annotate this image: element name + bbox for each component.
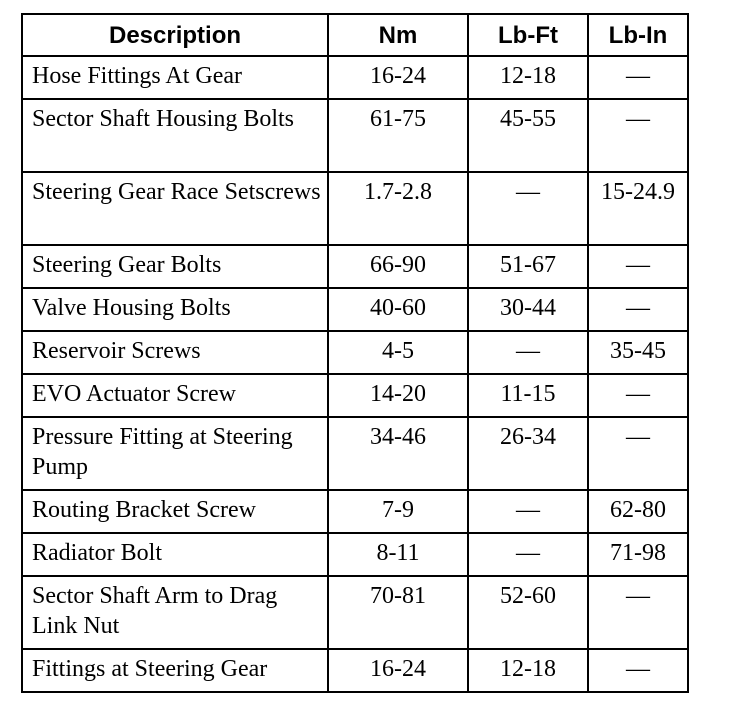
cell-lbft: 26-34 (468, 417, 588, 490)
cell-description: Fittings at Steering Gear (22, 649, 328, 692)
cell-nm: 34-46 (328, 417, 468, 490)
cell-nm: 1.7-2.8 (328, 172, 468, 245)
table-row (22, 99, 688, 172)
cell-description: Hose Fittings At Gear (22, 56, 328, 99)
cell-lbft: 12-18 (468, 56, 588, 99)
header-lbin: Lb-In (588, 14, 688, 56)
cell-description: Steering Gear Bolts (22, 245, 328, 288)
table-row (22, 649, 688, 692)
cell-lbft: 11-15 (468, 374, 588, 417)
cell-lbft: 52-60 (468, 576, 588, 649)
cell-description: Radiator Bolt (22, 533, 328, 576)
cell-lbin: — (588, 576, 688, 649)
cell-nm: 70-81 (328, 576, 468, 649)
cell-description: Steering Gear Race Setscrews (22, 172, 328, 245)
cell-description: Valve Housing Bolts (22, 288, 328, 331)
cell-nm: 16-24 (328, 649, 468, 692)
table-row (22, 245, 688, 288)
cell-lbft: — (468, 533, 588, 576)
cell-lbin: 71-98 (588, 533, 688, 576)
table-row (22, 576, 688, 649)
cell-lbft: 51-67 (468, 245, 588, 288)
cell-description: Routing Bracket Screw (22, 490, 328, 533)
torque-spec-table (21, 13, 689, 693)
cell-lbin: — (588, 288, 688, 331)
cell-description: EVO Actuator Screw (22, 374, 328, 417)
table-row (22, 490, 688, 533)
cell-nm: 66-90 (328, 245, 468, 288)
cell-lbft: — (468, 490, 588, 533)
table-row (22, 331, 688, 374)
cell-nm: 40-60 (328, 288, 468, 331)
cell-lbin: 15-24.9 (588, 172, 688, 245)
table-row (22, 417, 688, 490)
cell-nm: 14-20 (328, 374, 468, 417)
cell-lbin: — (588, 56, 688, 99)
table-header-row (22, 14, 688, 56)
table-row (22, 288, 688, 331)
cell-nm: 7-9 (328, 490, 468, 533)
cell-lbin: — (588, 417, 688, 490)
cell-lbin: — (588, 99, 688, 172)
table-row (22, 172, 688, 245)
cell-description: Pressure Fitting at Steering Pump (22, 417, 328, 490)
cell-description: Sector Shaft Housing Bolts (22, 99, 328, 172)
cell-lbin: — (588, 245, 688, 288)
cell-lbin: 62-80 (588, 490, 688, 533)
cell-lbft: 12-18 (468, 649, 588, 692)
cell-nm: 16-24 (328, 56, 468, 99)
cell-lbin: — (588, 649, 688, 692)
table-row (22, 374, 688, 417)
table-row (22, 56, 688, 99)
cell-nm: 8-11 (328, 533, 468, 576)
cell-description: Sector Shaft Arm to Drag Link Nut (22, 576, 328, 649)
cell-nm: 4-5 (328, 331, 468, 374)
header-lbft: Lb-Ft (468, 14, 588, 56)
table-row (22, 533, 688, 576)
cell-lbft: — (468, 331, 588, 374)
cell-description: Reservoir Screws (22, 331, 328, 374)
cell-lbin: 35-45 (588, 331, 688, 374)
cell-lbft: 45-55 (468, 99, 588, 172)
cell-nm: 61-75 (328, 99, 468, 172)
cell-lbft: 30-44 (468, 288, 588, 331)
cell-lbft: — (468, 172, 588, 245)
cell-lbin: — (588, 374, 688, 417)
header-description: Description (22, 14, 328, 56)
header-nm: Nm (328, 14, 468, 56)
